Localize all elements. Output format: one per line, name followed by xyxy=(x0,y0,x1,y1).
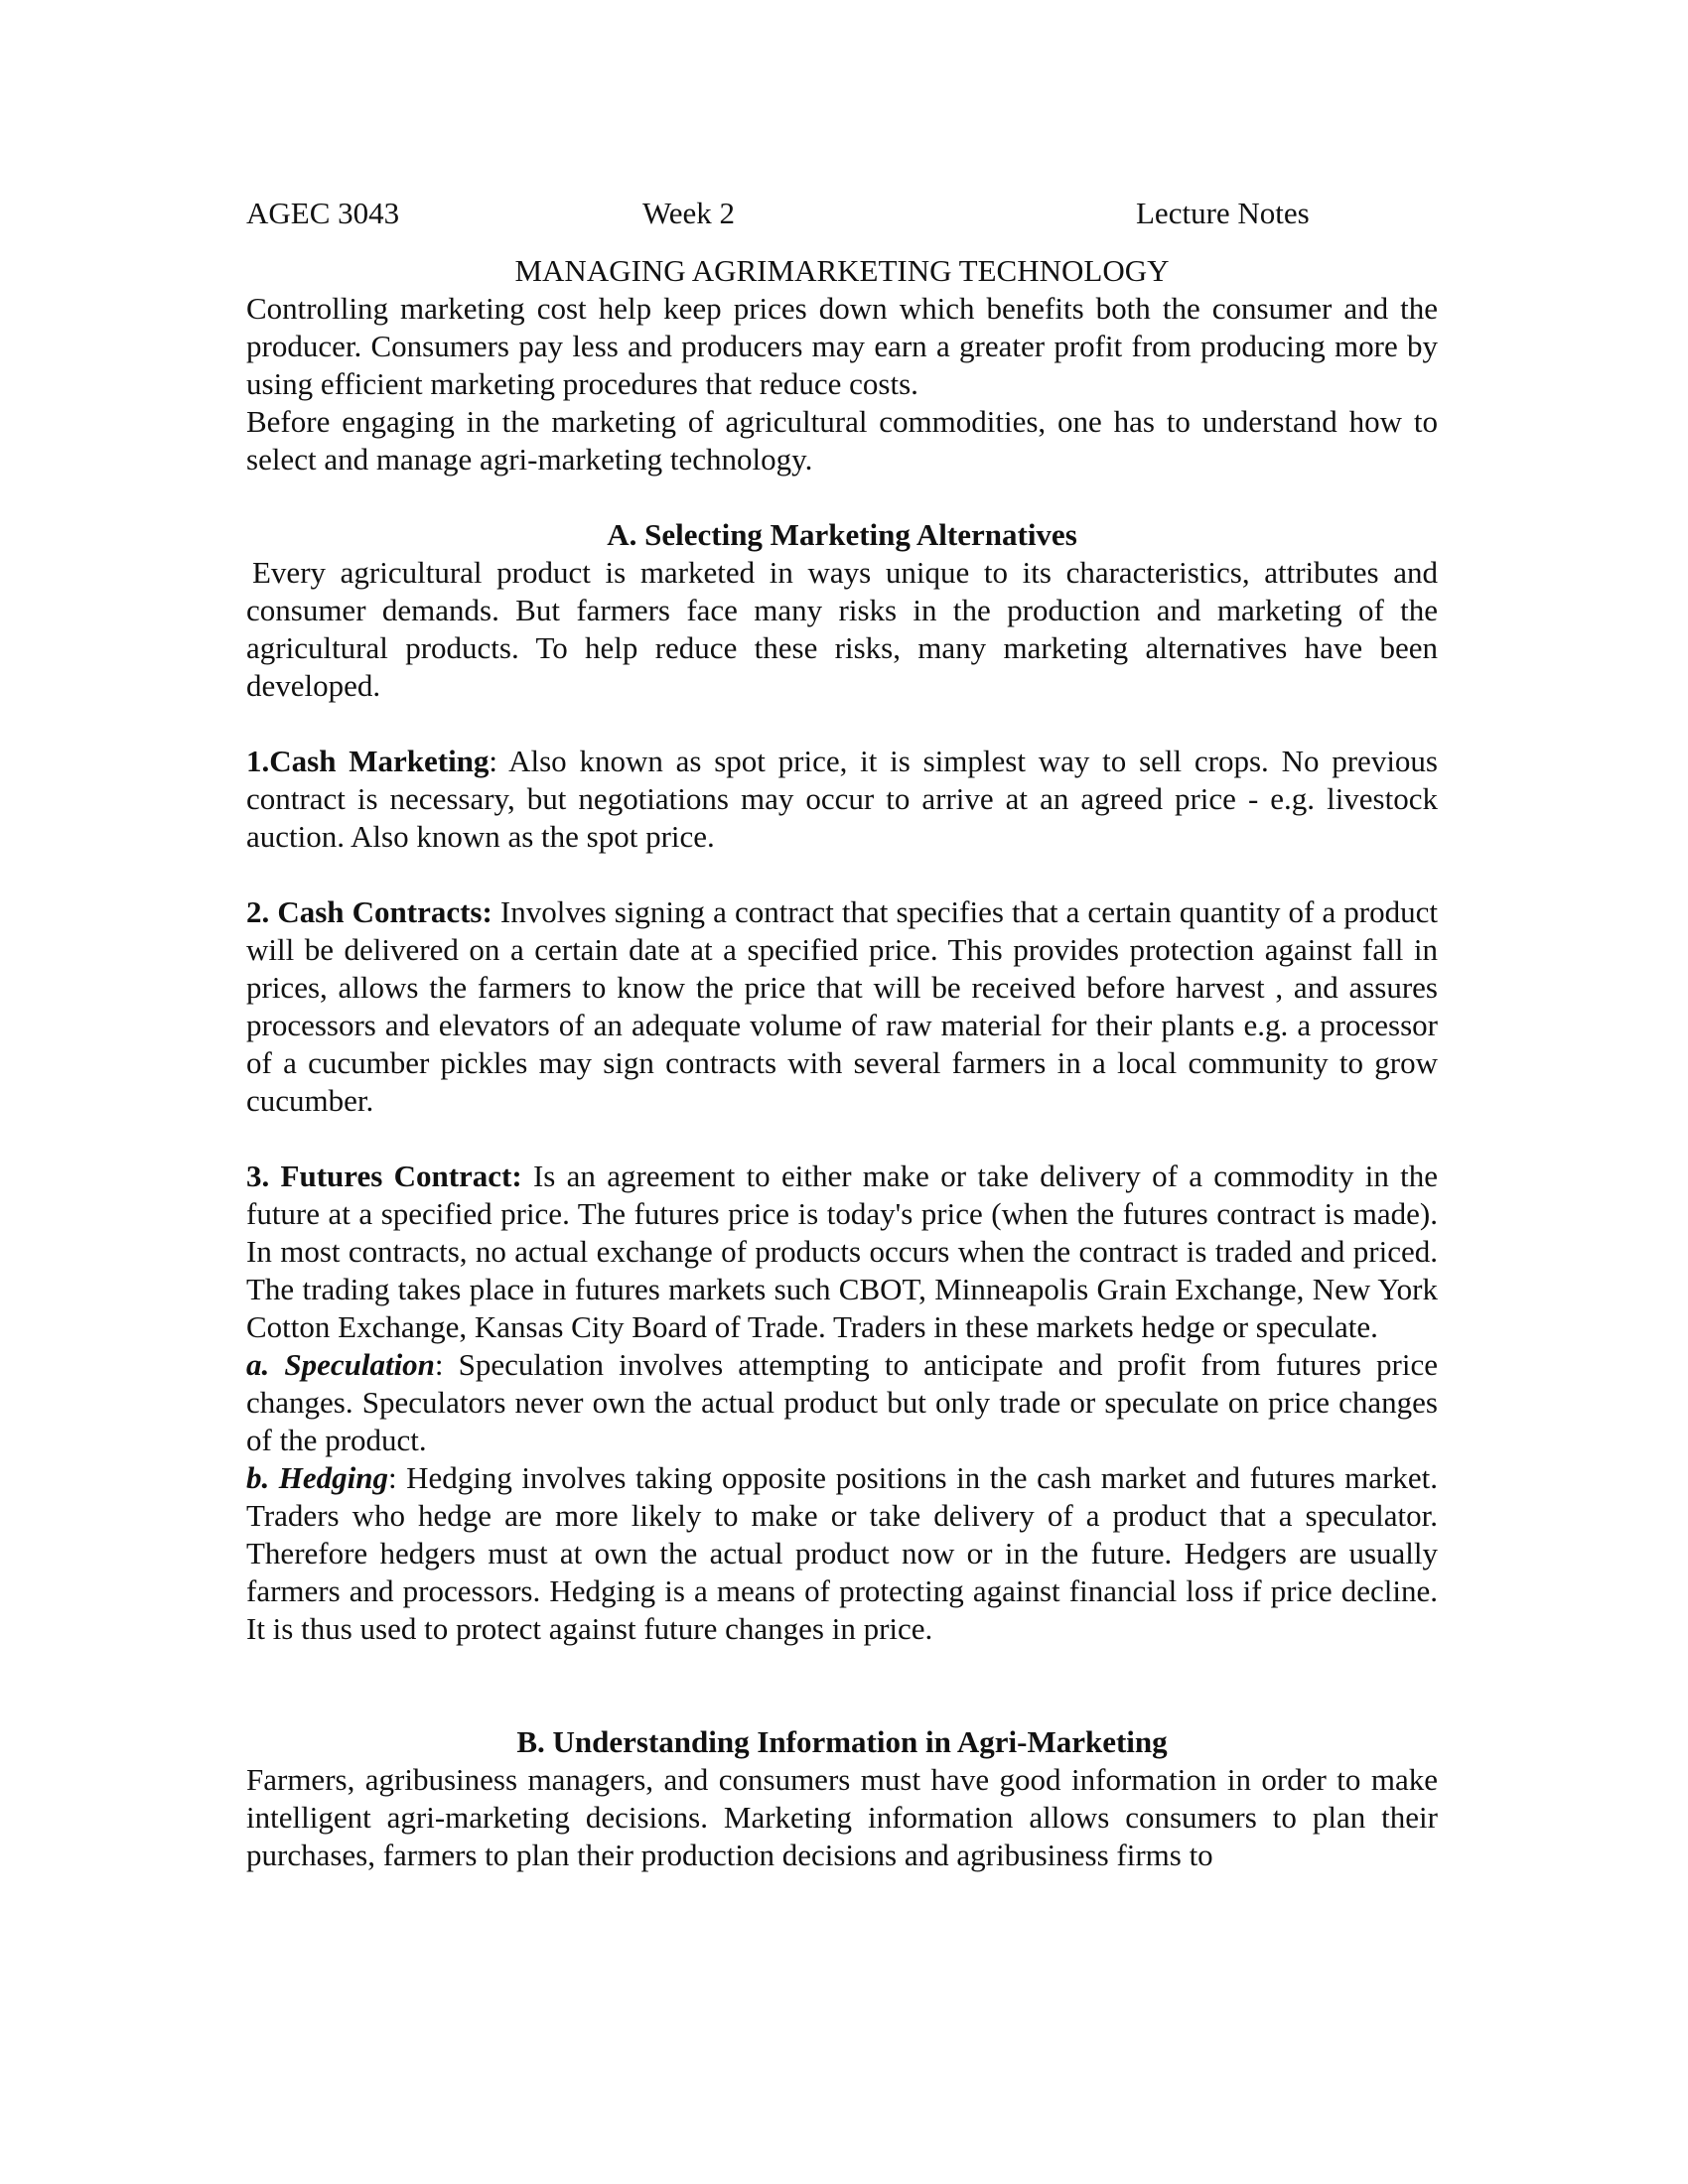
cash-marketing-term: 1.Cash Marketing xyxy=(246,744,490,778)
section-b-heading: B. Understanding Information in Agri-Marketing xyxy=(516,1724,1168,1759)
hedging-text: Hedging involves taking opposite positions in the cash market and futures market. Traders who hedge are more likely to make or take delivery of a product that a speculator. Therefore hedgers must at own the actual product now or in the future. Hedgers are usually farmers and processors. Hedging is a means of protecting against financial loss if price decline. It is thus used to protect against future changes in price. xyxy=(246,1460,1438,1646)
hedging-item: b. Hedging: Hedging involves taking opposite positions in the cash market and futures market. Traders who hedge are more likely to make or take delivery of a product that a speculator. Therefore hedgers must at own the actual product now or in the future. Hedgers are usually farmers and processors. Hedging is a means of protecting against financial loss if price decline. It is thus used to protect against future changes in price. xyxy=(246,1460,1438,1646)
futures-contract-text: Is an agreement to either make or take delivery of a commodity in the future at a specified price. The futures price is today's price (when the futures contract is made). In most contracts, no actual exchange of products occurs when the contract is traded and priced. The trading takes place in futures markets such CBOT, Minneapolis Grain Exchange, New York Cotton Exchange, Kansas City Board of Trade. Traders in these markets hedge or speculate. xyxy=(246,1159,1438,1344)
week-label: Week 2 xyxy=(642,196,736,230)
speculation-item: a. Speculation: Speculation involves attempting to anticipate and profit from futures price changes. Speculators never own the actual product but only trade or speculate on price changes of the product. xyxy=(246,1347,1438,1457)
hedging-term: b. Hedging xyxy=(246,1460,388,1495)
speculation-term: a. Speculation xyxy=(246,1347,435,1382)
page-title: MANAGING AGRIMARKETING TECHNOLOGY xyxy=(514,253,1170,288)
section-a-intro: Every agricultural product is marketed in ways unique to its characteristics, attributes and consumer demands. But farmers face many risks in the production and marketing of the agricultural products. To help reduce these risks, many marketing alternatives have been developed. xyxy=(246,555,1438,703)
document-type: Lecture Notes xyxy=(1136,196,1310,230)
cash-contracts-text: Involves signing a contract that specifies that a certain quantity of a product will be delivered on a certain date at a specified price. This provides protection against fall in prices, allows the farmers to know the price that will be received before harvest , and assures processors and elevators of an adequate volume of raw material for their plants e.g. a processor of a cucumber pickles may sign contracts with several farmers in a local community to grow cucumber. xyxy=(246,894,1438,1118)
intro-paragraph-2: Before engaging in the marketing of agricultural commodities, one has to understand how to select and manage agri-marketing technology. xyxy=(246,404,1438,477)
futures-contract-term: 3. Futures Contract: xyxy=(246,1159,522,1193)
cash-contracts-item xyxy=(246,893,1438,1120)
course-code: AGEC 3043 xyxy=(246,196,400,230)
cash-marketing-text: Also known as spot price, it is simplest way to sell crops. No previous contract is necessary, but negotiations may occur to arrive at an agreed price - e.g. livestock auction. Also known as the spot price. xyxy=(246,744,1438,854)
document-page xyxy=(246,195,1438,1874)
futures-contract-item xyxy=(246,1158,1438,1346)
cash-marketing-item: 1.Cash Marketing: Also known as spot price, it is simplest way to sell crops. No previous contract is necessary, but negotiations may occur to arrive at an agreed price - e.g. livestock auction. Also known as the spot price. xyxy=(246,744,1438,854)
speculation-text: Speculation involves attempting to anticipate and profit from futures price changes. Speculators never own the actual product but only trade or speculate on price changes of the product. xyxy=(246,1347,1438,1457)
cash-contracts-term: 2. Cash Contracts: xyxy=(246,894,492,929)
section-a-heading: A. Selecting Marketing Alternatives xyxy=(607,517,1077,552)
intro-paragraph-1: Controlling marketing cost help keep prices down which benefits both the consumer and the producer. Consumers pay less and producers may earn a greater profit from producing more by using efficient marketing procedures that reduce costs. xyxy=(246,291,1438,401)
section-b-intro: Farmers, agribusiness managers, and consumers must have good information in order to make intelligent agri-marketing decisions. Marketing information allows consumers to plan their purchases, farmers to plan their production decisions and agribusiness firms to xyxy=(246,1762,1438,1872)
page-header xyxy=(246,195,1438,234)
